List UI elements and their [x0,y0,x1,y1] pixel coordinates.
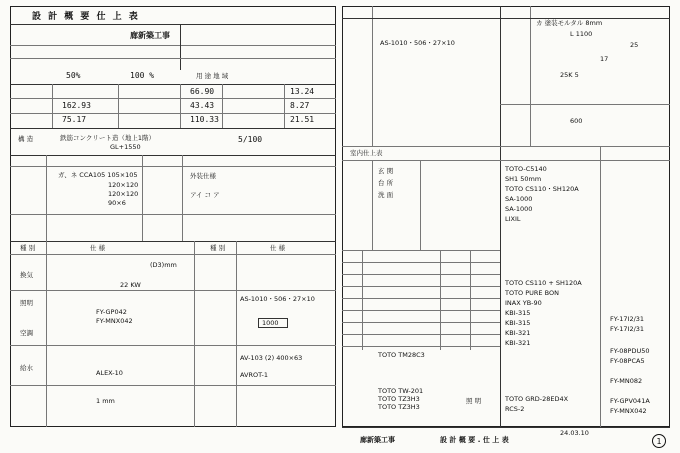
exterior-note-0: 外装仕様 [190,172,216,180]
equip-h1: 仕 様 [90,244,106,252]
fan-1: FY-17I2/31 [610,325,645,333]
right-top-row-2: 25 [630,41,639,49]
room-row-2: 洗 面 [378,191,394,199]
footer-date: 24.03.10 [560,429,589,437]
equip-note-2: 空調 [20,329,33,337]
san-15: TOTO TZ3H3 [378,395,420,403]
exterior-note-1: アイ コ ア [190,191,220,199]
equip-row-0: (D3)mm [150,261,177,269]
left-panel [10,6,336,427]
area-row-1-v1: 75.17 [62,115,87,124]
project-name: 廊新築工事 [130,31,170,40]
san-1: SH1 50mm [505,175,542,183]
right-top-row-1: L 1100 [570,30,593,38]
equip-row-1: 22 KW [120,281,141,289]
sheet-number: 1 [652,434,666,448]
area-row-0-v2: 66.90 [190,87,215,96]
equip-h3: 仕 様 [270,244,286,252]
right-top-row-3: 17 [600,55,609,63]
exterior-row-2: 120×120 [108,190,139,198]
structure-label: 構 造 [18,135,34,143]
san-11: KBI-321 [505,329,531,337]
area-row-0-v1: 162.93 [62,101,91,110]
lighting-label: 照 明 [466,397,482,405]
fan-6: FY-MNX042 [610,407,647,415]
equip-spec-0: AS-1010・506・27×10 [240,295,315,303]
san-17: TOTO GRD-28ED4X [505,395,569,403]
san-8: INAX YB-90 [505,299,542,307]
exterior-row-3: 90×6 [108,199,126,207]
equip-note-3: 給水 [20,364,33,372]
footer-project: 廊新築工事 [360,436,395,444]
area-row-1-v3: 8.27 [290,101,310,110]
san-2: TOTO CS110・SH120A [505,185,579,193]
ratio: 5/100 [238,135,263,144]
equip-row-2: FY-GP042 [96,308,127,316]
foundation-text: GL+1550 [110,143,141,151]
fan-2: FY-08PDU50 [610,347,650,355]
san-5: LIXIL [505,215,521,223]
equip-spec-3: AVROT-1 [240,371,268,379]
structure-text: 鉄筋コンクリート造（地上1階） [60,134,156,142]
equip-row-4: ALEX-10 [96,369,123,377]
equip-spec-1: 1000 [262,319,279,327]
equip-row-3: FY-MNX042 [96,317,133,325]
san-9: KBI-315 [505,309,531,317]
equip-spec-2: AV-103 (2) 400×63 [240,354,303,362]
san-4: SA-1000 [505,205,533,213]
room-row-1: 台 所 [378,179,394,187]
area-row-0-v3: 13.24 [290,87,315,96]
area-value-1: 50% [66,71,81,80]
right-top-row-6: AS-1010・506・27×10 [380,39,455,47]
area-label: 用 途 地 域 [196,72,229,80]
san-0: TOTO-C5140 [505,165,547,173]
equip-row-5: 1 mm [96,397,115,405]
sheet-title: 設 計 概 要 仕 上 表 [32,12,140,22]
fan-3: FY-08PCA5 [610,357,645,365]
san-6: TOTO CS110 + SH120A [505,279,582,287]
san-14: TOTO TW-201 [378,387,424,395]
exterior-row-0: ガ、ネ CCA105 105×105 [58,171,138,179]
area-value-2: 100 % [130,71,155,80]
area-row-2-v3: 21.51 [290,115,315,124]
san-16: TOTO TZ3H3 [378,403,420,411]
equip-note-0: 換気 [20,271,33,279]
room-finish-header: 室内仕上表 [350,149,383,157]
fan-4: FY-MN082 [610,377,643,385]
equip-h2: 種 別 [210,244,226,252]
exterior-row-1: 120×120 [108,181,139,189]
equip-h0: 種 別 [20,244,36,252]
fan-5: FY-GPV041A [610,397,650,405]
right-top-row-4: 25K 5 [560,71,579,79]
room-row-0: 玄 関 [378,167,394,175]
area-row-1-v2: 43.43 [190,101,215,110]
area-row-2-v2: 110.33 [190,115,219,124]
right-top-row-5: 600 [570,117,583,125]
san-3: SA-1000 [505,195,533,203]
footer-title: 設 計 概 要 . 仕 上 表 [440,436,509,444]
fan-0: FY-17I2/31 [610,315,645,323]
san-12: KBI-321 [505,339,531,347]
equip-note-1: 照明 [20,299,33,307]
san-18: RCS-2 [505,405,525,413]
right-top-row-0: カ 塗装モルタル 8mm [536,19,603,27]
san-13: TOTO TM28C3 [378,351,425,359]
san-7: TOTO PURE BON [505,289,559,297]
san-10: KBI-315 [505,319,531,327]
